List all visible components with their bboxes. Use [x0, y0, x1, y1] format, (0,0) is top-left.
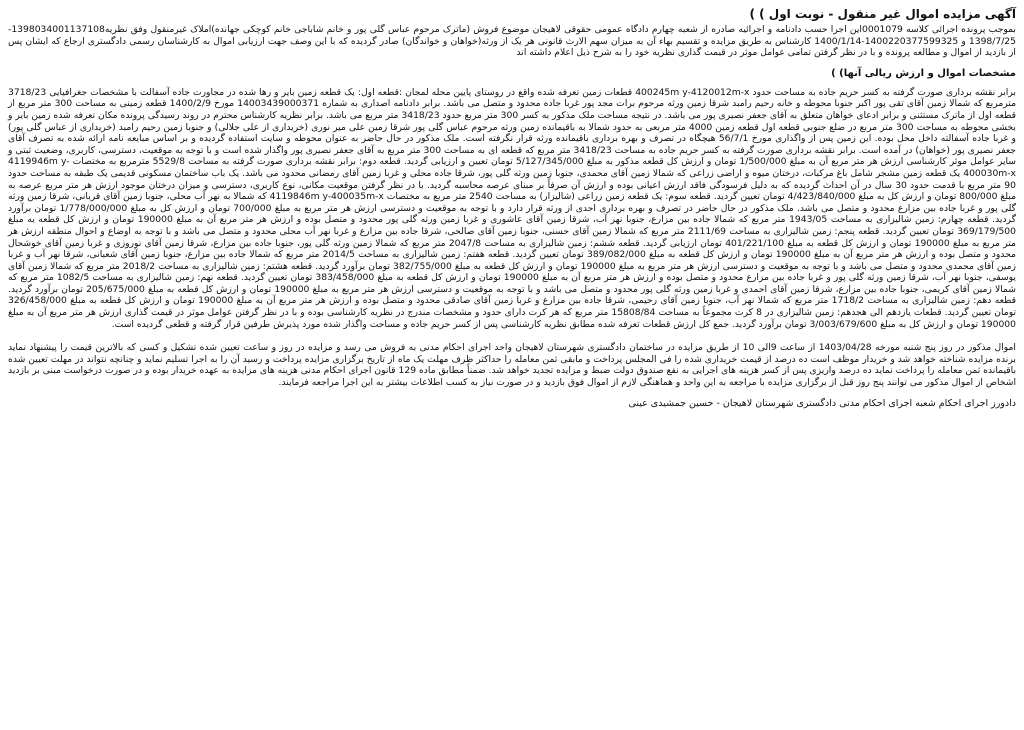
notice-title: آگهی مزایده اموال غیر منقول - نوبت اول ) ) [749, 7, 1016, 21]
spacer [8, 330, 1016, 342]
section-subtitle: مشخصات اموال و ارزش ریالی آنها) ) [831, 67, 1016, 79]
signature-line: دادورز اجرای احکام شعبه اجرای احکام مدنی دادگستری شهرستان لاهیجان - حسین جمشیدی عینی [628, 397, 1016, 409]
intro-paragraph: بموجب پرونده اجرائی کلاسه 0001079این اجرا حسب دادنامه و اجرائیه صادره از شعبه چهارم دادگاه عمومی حقوقی لاهیجان موضوع فروش (ماترک مرحوم عباس گلی پور و خانم شاباجی خانم کوچکی جهانده)املاک غیرمنقول وفق نظریه1398034001137108-1398/7/25 و 1400220377599325-1400/1/14 کارشناس به طریق مزایده و تقسیم بهاء آن به میزان سهم الارث قانونی هر یک از ورثه(خواهان و خواندگان) صادر گردیده که با این وصف جهت ارزیابی اموال به کارشناسان رسمی دادگستری ارجاع که ایشان پس از بازدید از اموال و مطالعه پرونده و با در نظر گرفتن تمامی عوامل موثر در قیمت گذاری نظریه خود را به شرح ذیل اعلام داشته اند [8, 24, 1016, 59]
property-description: برابر نقشه برداری صورت گرفته به کسر حریم جاده به مساحت حدود 400245m y-4120012m-x قطعات زمین تعرفه شده واقع در روستای پایین محله لمجان :قطعه اول: یک قطعه زمین بایر و رها شده در مجاورت جاده آسفالت با مشخصات جغرافیایی 3718/23 مترمربع که شمالا زمین آقای تقی پور اکبر جنوبا محوطه و خانه رحیم رامبد شرقا زمین ورثه مرحوم برات مجد پور غربا جاده محدود و متصل می باشد. برابر دادنامه اصداری به شماره 14003439000371 مورخ 1400/2/9 قطعه زمینی به مساحت 300 متر مربع از قطعه اول از ماترک مستثنی و برابر ادعای خواهان متعلق به آقای جعفر نصیری پور می باشد. در نتیجه مساحت ملک مذکور به کسر 300 متر مربع حدود 3418/23 متر مربع می باشد. برابر نظریه کارشناس محترم در روند رسیدگی پرونده مکان تعرفه شده زمین بایر و بخشی محوطه به مساحت 300 متر مربع در ضلع جنوبی قطعه اول قطعه زمین 4000 متر مربعی به حدود شمالا به باقیمانده زمین ورثه مرحوم عباس گلی پور شرقا زمین علی میر نوری (خریداری از علی جلالی) و جنوبا زمین رحیم رامبد (خریداری از عباس گلی پور) و غربا جاده آسفالته داخل محل بوده. این زمین پس از واگذاری مورخ 56/7/1 هیچگاه در تصرف و بهره برداری باقیمانده ورثه قرار نگرفته است. ملک مذکور در حال حاضر به عنوان محوطه و سایت استفاده گردیده و بر اساس مبایعه نامه ارائه شده به تصرف آقای جعفر نصیری پور (خواهان) در آمده است. برابر نقشه برداری صورت گرفته به کسر حریم جاده به مساحت 3418/23 متر مربع که قطعه ای به مساحت 300 متر مربع به آقای جعفر نصیری پور واگذار شده است و با توجه به موقعیت، دسترسی، کاربری، وضعیت ثبتی و سایر عوامل موثر کارشناسی ارزش هر متر مربع آن به مبلغ 1/500/000 تومان و ارزش کل قطعه مذکور به مبلغ 5/127/345/000 تومان تعیین و ارزیابی گردید. قطعه دوم: برابر نقشه برداری صورت گرفته به مساحت 5529/8 مترمربع به مختصات 4119946m y-400030m-x یک قطعه زمین مشجر شامل باغ مرکبات، درختان میوه و اراضی زراعی که شمالا زمین آقای محمدی، جنوبا زمین ورثه گلی پور، شرقا جاده محلی و غربا زمین آقای رمضانی محدود می باشد. یک باب ساختمان مسکونی قدیمی یک طبقه به مساحت حدود 90 متر مربع با قدمت حدود 30 سال در آن احداث گردیده که به دلیل فرسودگی فاقد ارزش اعیانی بوده و ارزش آن صرفاً بر مبنای عرصه محاسبه گردید. با در نظر گرفتن موقعیت مکانی، نوع کاربری، دسترسی و میزان درختان موجود ارزش هر متر مربع عرصه به مبلغ 800/000 تومان و ارزش کل به مبلغ 4/423/840/000 تومان تعیین گردید. قطعه سوم: یک قطعه زمین زراعی (شالیزار) به مساحت 2540 متر مربع به مختصات 4119846m y-400035m-x که شمالا به نهر آب محلی، جنوبا زمین آقای قربانی، شرقا زمین ورثه گلی پور و غربا جاده بین مزارع محدود و متصل می باشد. ملک مذکور در حال حاضر در تصرف و بهره برداری احدی از ورثه قرار دارد و با توجه به موقعیت و دسترسی ارزش هر متر مربع به مبلغ 700/000 تومان و ارزش کل به مبلغ 1/778/000/000 تومان برآورد گردید. قطعه چهارم: زمین شالیزاری به مساحت 1943/05 متر مربع که شمالا جاده بین مزارع، جنوبا نهر آب، شرقا زمین آقای عاشوری و غربا زمین ورثه گلی پور محدود و متصل بوده و ارزش هر متر مربع آن به مبلغ 190000 تومان و ارزش کل قطعه به مبلغ 369/179/500 تومان تعیین گردید. قطعه پنجم: زمین شالیزاری به مساحت 2111/69 متر مربع که شمالا زمین آقای حسنی، جنوبا زمین آقای صالحی، شرقا جاده بین مزارع و غربا نهر آب محلی محدود و متصل می باشد و با توجه به اوضاع و احوال منطقه ارزش هر متر مربع به مبلغ 190000 تومان و ارزش کل قطعه به مبلغ 401/221/100 تومان ارزیابی گردید. قطعه ششم: زمین شالیزاری به مساحت 2047/8 متر مربع که شمالا زمین ورثه گلی پور، جنوبا جاده بین مزارع، شرقا زمین آقای نوروزی و غربا زمین آقای خوشحال محدود و متصل بوده و ارزش هر متر مربع آن به مبلغ 190000 تومان و ارزش کل قطعه به مبلغ 389/082/000 تومان تعیین گردید. قطعه هفتم: زمین شالیزاری به مساحت 2014/5 متر مربع که شمالا جاده بین مزارع، جنوبا زمین آقای شعبانی، شرقا نهر آب و غربا زمین آقای محمدی محدود و متصل می باشد و با توجه به موقعیت و دسترسی ارزش هر متر مربع به مبلغ 190000 تومان و ارزش کل قطعه به مبلغ 382/755/000 تومان برآورد گردید. قطعه هشتم: زمین شالیزاری به مساحت 2018/2 متر مربع که شمالا زمین آقای یوسفی، جنوبا نهر آب، شرقا زمین ورثه گلی پور و غربا جاده بین مزارع محدود و متصل بوده و ارزش هر متر مربع آن به مبلغ 190000 تومان و ارزش کل قطعه به مبلغ 383/458/000 تومان تعیین گردید. قطعه نهم: زمین شالیزاری به مساحت 1082/5 متر مربع که شمالا زمین آقای کریمی، جنوبا جاده بین مزارع، شرقا زمین آقای احمدی و غربا زمین ورثه گلی پور محدود و متصل می باشد و با توجه به موقعیت و دسترسی ارزش هر متر مربع به مبلغ 190000 تومان و ارزش کل قطعه به مبلغ 205/675/000 تومان برآورد گردید. قطعه دهم: زمین شالیزاری به مساحت 1718/2 متر مربع که شمالا نهر آب، جنوبا زمین آقای رحیمی، شرقا جاده بین مزارع و غربا زمین آقای صادقی محدود و متصل بوده و ارزش هر متر مربع آن به مبلغ 190000 تومان و ارزش کل قطعه به مبلغ 326/458/000 تومان تعیین گردید. قطعات یازدهم الی هجدهم: زمین شالیزاری در 8 کرت مجموعاً به مساحت 15808/84 متر مربع که هر کرت دارای حدود و مشخصات مندرج در نظریه کارشناسی بوده و با در نظر گرفتن عوامل موثر در قیمت گذاری ارزش هر متر مربع آن به مبلغ 190000 تومان و ارزش کل به مبلغ 3/003/679/600 تومان برآورد گردید. جمع کل ارزش قطعات تعرفه شده مطابق نظریه کارشناسی پس از کسر حریم جاده و مساحت واگذار شده مورد پذیرش طرفین قرار گرفته و قطعی گردیده است. [8, 86, 1017, 330]
auction-terms: اموال مذکور در روز پنج شنبه مورخه 1403/04/28 از ساعت 9الی 10 از طریق مزایده در ساختمان دادگستری شهرستان لاهیجان واحد اجرای احکام مدنی به فروش می رسد و مزایده در روز و ساعت تعیین شده تشکیل و کسی که بالاترین قیمت را پیشنهاد نماید برنده مزایده شناخته خواهد شد و خریدار موظف است ده درصد از قیمت خریداری شده را فی المجلس پرداخت و مابقی ثمن معامله را حداکثر ظرف مهلت یک ماه از تاریخ برگزاری مزایده پرداخت و رسید آن را به اجرا تسلیم نماید و چنانچه نتواند در مهلت تعیین شده باقیمانده ثمن معامله را پرداخت نماید ده درصد واریزی پس از کسر هزینه های اجرایی به نفع صندوق دولت ضبط و مزایده تجدید خواهد شد. ضمناً مطابق ماده 129 قانون اجرای احکام مدنی هزینه های مزایده به عهده خریدار بوده و در صورت درخواست مبنی بر بازدید اشخاص از اموال مذکور می توانند پنج روز قبل از برگزاری مزایده با مراجعه به این واحد و هماهنگی لازم از اموال فوق بازدید و در صورت نیاز به کسب اطلاعات بیشتر به این اجرا مراجعه فرمایند. [8, 342, 1016, 389]
